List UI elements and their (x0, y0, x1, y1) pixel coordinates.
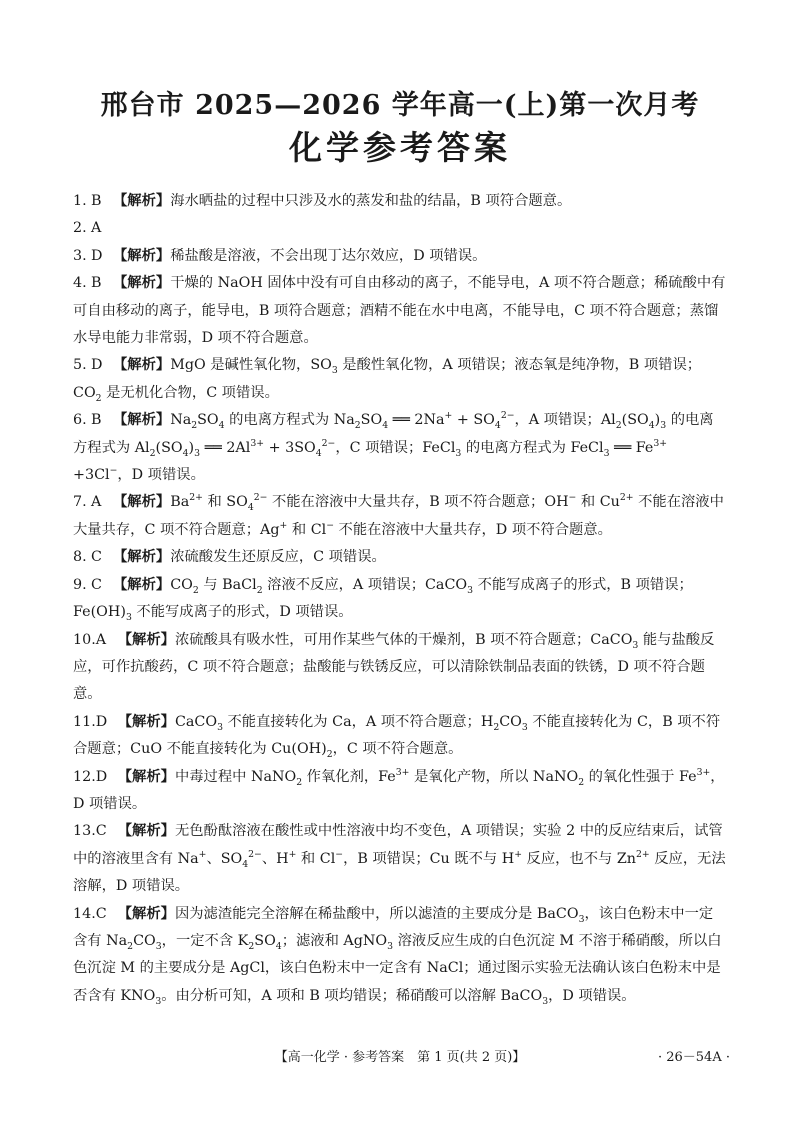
answer-item (73, 270, 727, 352)
answer-number: 3. (73, 247, 87, 264)
footer-page-info: 【高一化学 · 参考答案 第 1 页(共 2 页)】 (274, 1050, 526, 1065)
answer-item (73, 215, 727, 242)
analysis-tag: 【解析】 (117, 905, 175, 922)
answer-number: 5. (73, 357, 87, 374)
answer-number: 13. (73, 823, 96, 840)
analysis-text: CaCO$_3$ 不能直接转化为 Ca，A 项不符合题意；$H_2CO_3$ 不能直接转化为 C，B 项不符合题意；CuO 不能直接转化为 $Cu(OH)_2$，C 项不符合题意。 (73, 713, 721, 760)
document-title: 邢台市 2025—2026 学年高一(上)第一次月考 (100, 90, 700, 121)
answer-number: 1. (73, 193, 87, 209)
analysis-text: MgO 是碱性氧化物，$SO_3$ 是酸性氧化物，A 项错误；液态氧是纯净物，B 项错误；$CO_2$ 是无机化合物，C 项错误。 (73, 357, 702, 404)
answer-choice: D (95, 713, 108, 730)
answer-number: 7. (73, 494, 87, 511)
answer-item (73, 709, 727, 764)
answer-item (73, 407, 727, 489)
answer-item (73, 489, 727, 544)
answer-item (73, 764, 727, 819)
analysis-text: 无色酚酞溶液在酸性或中性溶液中均不变色，A 项错误；实验 2 中的反应结束后，试管中的溶液里含有 Na+、$SO_4^{2-}$、H+ 和 Cl−，B 项错误；Cu 既不与 H+ 反应，也不与 $Zn^{2+}$ 反应，无法溶解，D 项错误。 (73, 823, 726, 895)
analysis-text: 中毒过程中 NaNO$_2$ 作氧化剂，$Fe^{3+}$ 是氧化产物，所以 NaNO$_2$ 的氧化性强于 $Fe^{3+}$，D 项错误。 (73, 766, 725, 812)
analysis-text: 稀盐酸是溶液，不会出现丁达尔效应，D 项错误。 (170, 247, 487, 264)
analysis-tag: 【解析】 (113, 412, 171, 429)
answer-choice: B (91, 412, 102, 429)
answer-choice: C (91, 549, 102, 566)
answer-number: 10. (73, 631, 96, 648)
analysis-tag: 【解析】 (113, 494, 171, 511)
answer-list (73, 188, 727, 1010)
answer-choice: A (95, 631, 107, 648)
answer-item (73, 901, 727, 1011)
answer-number: 9. (73, 576, 87, 593)
answer-choice: C (95, 823, 107, 840)
answer-number: 2. (73, 220, 87, 237)
page-footer (0, 1046, 800, 1070)
answer-choice: B (91, 275, 102, 292)
answer-choice: D (91, 357, 103, 374)
answer-choice: B (91, 193, 102, 209)
analysis-text: $Na_2SO_4$ 的电离方程式为 $Na_2SO_4$ ══ $2Na^+ + SO_4^{2-}$，A 项错误；$Al_2(SO_4)_3$ 的电离方程式为 $Al_2(SO_4)_3$ ══ $2Al^{3+} + 3SO_4^{2-}$，C 项错误；FeCl$_3$ 的电离方程式为 FeCl$_3$ ══ $Fe^{3+} +3Cl^-$，D 项错误。 (73, 410, 714, 484)
answer-number: 4. (73, 275, 87, 292)
analysis-tag: 【解析】 (113, 549, 171, 566)
answer-item (73, 627, 727, 709)
analysis-tag: 【解析】 (113, 357, 171, 374)
answer-choice: A (91, 494, 102, 511)
footer-code: · 26－54A · (657, 1050, 730, 1065)
answer-item (73, 352, 727, 407)
analysis-text: $Ba^{2+}$ 和 $SO_4^{2-}$ 不能在溶液中大量共存，B 项不符合题意；OH− 和 $Cu^{2+}$ 不能在溶液中大量共存，C 项不符合题意；Ag+ 和 Cl− 不能在溶液中大量共存，D 项不符合题意。 (73, 492, 724, 538)
answer-number: 12. (73, 768, 96, 785)
answer-number: 11. (73, 713, 96, 730)
answer-item (73, 188, 727, 215)
document-subtitle: 化学参考答案 (289, 128, 511, 167)
analysis-text: 干燥的 NaOH 固体中没有可自由移动的离子，不能导电，A 项不符合题意；稀硫酸中有可自由移动的离子，能导电，B 项符合题意；酒精不能在水中电离，不能导电，C 项不符合题意；蒸馏水导电能力非常弱，D 项不符合题意。 (73, 275, 726, 347)
answer-number: 6. (73, 412, 87, 429)
analysis-tag: 【解析】 (117, 823, 175, 840)
analysis-tag: 【解析】 (113, 247, 171, 264)
answer-item (73, 544, 727, 571)
answer-number: 8. (73, 549, 87, 566)
answer-item (73, 243, 727, 270)
analysis-text: $CO_2$ 与 BaCl$_2$ 溶液不反应，A 项错误；CaCO$_3$ 不能写成离子的形式，B 项错误；$Fe(OH)_3$ 不能写成离子的形式，D 项错误。 (73, 576, 693, 623)
answer-item (73, 818, 727, 900)
answer-choice: C (95, 905, 107, 922)
answer-choice: C (91, 576, 102, 593)
analysis-text: 因为滤渣能完全溶解在稀盐酸中，所以滤渣的主要成分是 BaCO$_3$，该白色粉末中一定含有 $Na_2CO_3$，一定不含 $K_2SO_4$；滤液和 AgNO$_3$ 溶液反应生成的白色沉淀 M 不溶于稀硝酸，所以白色沉淀 M 的主要成分是 AgCl，该白色粉末中一定含有 NaCl；通过图示实验无法确认该白色粉末中是否含有 $KNO_3$。由分析可知，A 项和 B 项均错误；稀硝酸可以溶解 BaCO$_3$，D 项错误。 (73, 905, 722, 1007)
analysis-text: 浓硫酸具有吸水性，可用作某些气体的干燥剂，B 项不符合题意；CaCO$_3$ 能与盐酸反应，可作抗酸药，C 项不符合题意；盐酸能与铁锈反应，可以清除铁制品表面的铁锈，D 项不符合题意。 (73, 631, 715, 703)
analysis-tag: 【解析】 (117, 631, 175, 648)
analysis-text: 浓硫酸发生还原反应，C 项错误。 (170, 549, 386, 566)
analysis-tag: 【解析】 (117, 713, 175, 730)
analysis-tag: 【解析】 (113, 275, 171, 292)
answer-number: 14. (73, 905, 96, 922)
answer-item (73, 572, 727, 627)
analysis-text: 海水晒盐的过程中只涉及水的蒸发和盐的结晶，B 项符合题意。 (170, 193, 572, 209)
answer-choice: D (95, 768, 108, 785)
analysis-tag: 【解析】 (117, 768, 175, 785)
answer-choice: A (91, 220, 102, 237)
analysis-tag: 【解析】 (113, 193, 171, 209)
answer-choice: D (91, 247, 103, 264)
analysis-tag: 【解析】 (113, 576, 171, 593)
